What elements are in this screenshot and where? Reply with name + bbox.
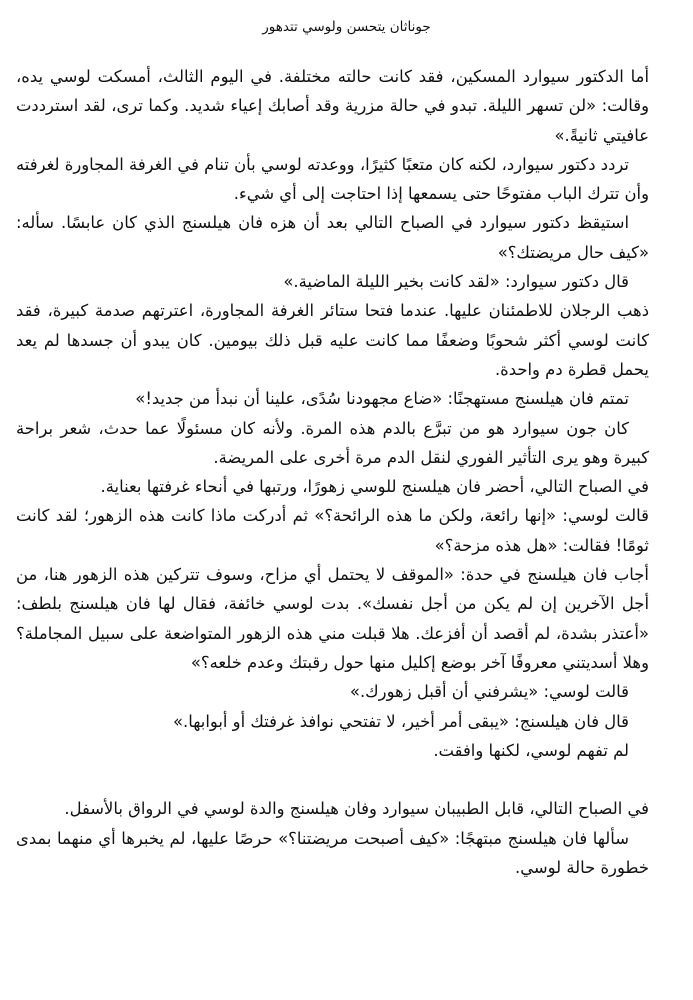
body-text — [16, 62, 649, 882]
paragraph-6: تمتم فان هيلسنج مستهجنًا: «ضاع مجهودنا سُدًى، علينا أن نبدأ من جديد!» — [135, 389, 629, 409]
paragraph-12: قال فان هيلسنج: «يبقى أمر أخير، لا تفتحي نوافذ غرفتك أو أبوابها.» — [172, 711, 629, 731]
paragraph-11: قالت لوسي: «يشرفني أن أقبل زهورك.» — [349, 682, 629, 702]
paragraph-3: استيقظ دكتور سيوارد في الصباح التالي بعد أن هزه فان هيلسنج الذي كان عابسًا. سأله: «كيف حال مريضتك؟» — [16, 213, 649, 262]
paragraph-14: في الصباح التالي، قابل الطبيبان سيوارد وفان هيلسنج والدة لوسي في الرواق بالأسفل. — [64, 799, 649, 819]
running-header: جوناثان يتحسن ولوسي تتدهور — [262, 19, 431, 35]
paragraph-2: تردد دكتور سيوارد، لكنه كان متعبًا كثيرًا، ووعدته لوسي بأن تنام في الغرفة المجاورة لغرفته وأن تترك الباب مفتوحًا حتى يسمعها إذا احتاجت إلى أي شيء. — [16, 154, 649, 204]
paragraph-8: في الصباح التالي، أحضر فان هيلسنج للوسي زهورًا، ورتبها في أنحاء غرفتها بعناية. — [100, 477, 649, 497]
paragraph-13: لم تفهم لوسي، لكنها وافقت. — [433, 740, 629, 760]
paragraph-4: قال دكتور سيوارد: «لقد كانت بخير الليلة الماضية.» — [283, 272, 629, 292]
paragraph-5: ذهب الرجلان للاطمئنان عليها. عندما فتحا ستائر الغرفة المجاورة، اعترتهم صدمة كبيرة، فقد كانت لوسي أكثر شحوبًا وضعفًا مما كانت عليه قبل ذلك بيومين. كان يبدو أن جسدها لم يعد يحمل قطرة دم واحدة. — [16, 301, 649, 379]
paragraph-9: قالت لوسي: «إنها رائعة، ولكن ما هذه الرائحة؟» ثم أدركت ماذا كانت هذه الزهور؛ لقد كانت ثومًا! فقالت: «هل هذه مزحة؟» — [16, 506, 649, 555]
paragraph-15: سألها فان هيلسنج مبتهجًا: «كيف أصبحت مريضتنا؟» حرصًا عليها، لم يخبرها أي منهما بمدى خطورة حالة لوسي. — [16, 828, 649, 878]
paragraph-7: كان جون سيوارد هو من تبرَّع بالدم هذه المرة. ولأنه كان مسئولًا عما حدث، شعر براحة كبيرة وهو يرى التأثير الفوري لنقل الدم مرة أخرى على المريضة. — [16, 418, 649, 467]
section-break — [16, 765, 649, 794]
paragraph-10: أجاب فان هيلسنج في حدة: «الموقف لا يحتمل أي مزاح، وسوف تتركين هذه الزهور هنا، من أجل الآخرين إن لم يكن من أجل نفسك». بدت لوسي خائفة، فقال لها فان هيلسنج بلطف: «أعتذر بشدة، لم أقصد أن أفزعك. هلا قبلت مني هذه الزهور المتواضعة على سبيل المجاملة؟ وهلا أسديتني معروفًا آخر بوضع إكليل منها حول رقبتك وعدم خلعه؟» — [16, 565, 649, 672]
paragraph-1: أما الدكتور سيوارد المسكين، فقد كانت حالته مختلفة. في اليوم الثالث، أمسكت لوسي يده، وقالت: «لن تسهر الليلة. تبدو في حالة مزرية وقد أصابك إعياء شديد. وكما ترى، لقد استرددت عافيتي ثانيةً.» — [16, 67, 649, 145]
